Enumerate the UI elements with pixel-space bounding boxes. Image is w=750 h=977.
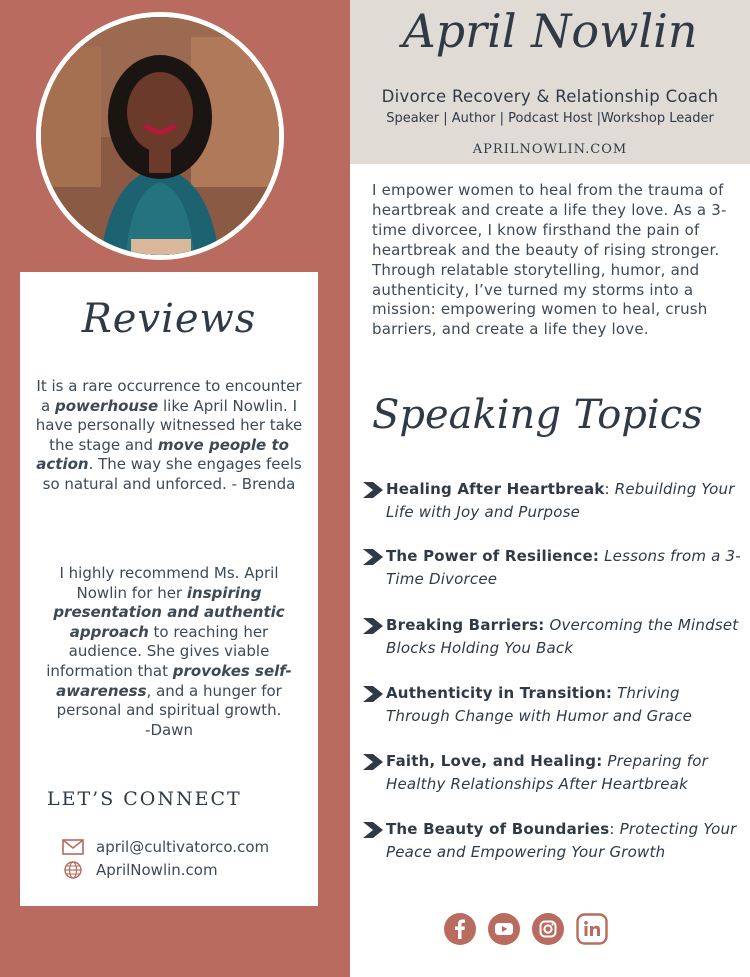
social-links [444, 913, 608, 945]
review-text: , and a hunger for personal and spiritual growth. [56, 681, 282, 720]
review-author: -Dawn [145, 720, 193, 739]
contact-website[interactable]: AprilNowlin.com [96, 861, 218, 879]
chevron-right-icon [360, 547, 386, 567]
topic-title: Healing After Heartbreak [386, 480, 605, 498]
topic-separator: : [609, 820, 620, 838]
topic-item [360, 818, 745, 863]
chevron-right-icon [360, 820, 386, 840]
linkedin-link[interactable] [576, 913, 608, 945]
youtube-link[interactable] [488, 913, 520, 945]
left-column [0, 0, 350, 977]
topic-item [360, 478, 745, 523]
review-emphasis: provokes self-awareness [56, 661, 292, 700]
topic-title: Faith, Love, and Healing: [386, 752, 603, 770]
instagram-icon [532, 913, 564, 945]
topic-title: Breaking Barriers: [386, 616, 545, 634]
header [350, 0, 750, 164]
chevron-right-icon [360, 684, 386, 704]
review-text: I highly recommend Ms. April Nowlin for her [59, 564, 279, 602]
topic-item [360, 682, 745, 727]
chevron-right-icon [360, 752, 386, 772]
chevron-right-icon [360, 616, 386, 636]
topic-subtitle: Rebuilding Your Life with Joy and Purpose [386, 480, 735, 521]
contact-email-row[interactable] [62, 838, 269, 856]
topic-title: The Power of Resilience: [386, 547, 600, 565]
review-text: It is a rare occurrence to encounter a [36, 377, 302, 415]
portrait-image [41, 17, 279, 255]
coach-roles: Speaker | Author | Podcast Host |Workshop Leader [386, 111, 714, 126]
contact-email[interactable]: april@cultivatorco.com [96, 838, 270, 856]
topic-subtitle: Lessons from a 3-Time Divorcee [386, 547, 741, 588]
topic-item [360, 545, 745, 590]
review-text: like April Nowlin. I have personally witnessed her take the stage and [35, 396, 303, 454]
topic-item [360, 614, 745, 659]
reviews-card [20, 272, 318, 906]
youtube-icon [488, 913, 520, 945]
chevron-right-icon [360, 480, 386, 500]
review-brenda [34, 377, 304, 495]
review-emphasis: move people to action [36, 435, 289, 474]
coach-title: Divorce Recovery & Relationship Coach [381, 87, 719, 106]
review-text: to reaching her audience. She gives viable information that [46, 622, 270, 680]
connect-title: LET’S CONNECT [47, 788, 242, 810]
topic-subtitle: Protecting Your Peace and Empowering Your Growth [386, 820, 737, 861]
topic-title: Authenticity in Transition: [386, 684, 613, 702]
topic-subtitle: Preparing for Healthy Relationships After Heartbreak [386, 752, 708, 793]
review-text: . The way she engages feels so natural and unforced. - Brenda [42, 455, 302, 493]
globe-icon [62, 861, 84, 879]
topic-separator: : [604, 480, 615, 498]
topic-subtitle: Thriving Through Change with Humor and Grace [386, 684, 693, 725]
topic-item [360, 750, 745, 795]
linkedin-icon [576, 913, 608, 945]
review-dawn [34, 564, 304, 740]
reviews-title: Reviews [81, 296, 257, 342]
facebook-icon [444, 913, 476, 945]
bio-paragraph: I empower women to heal from the trauma of heartbreak and create a life they love. As a 3-time divorcee, I know firsthand the pain of heartbreak and the beauty of rising stronger. Through relatable storytelling, humor, and authenticity, I’ve turned my storms into a mission: empowering women to heal, crush barriers, and create a life they love. [372, 181, 727, 339]
header-website[interactable]: APRILNOWLIN.COM [472, 142, 628, 157]
review-emphasis: powerhouse [54, 396, 159, 415]
instagram-link[interactable] [532, 913, 564, 945]
speaking-topics-title: Speaking Topics [372, 392, 703, 438]
topic-subtitle: Overcoming the Mindset Blocks Holding You Back [386, 616, 739, 657]
review-emphasis: inspiring presentation and authentic approach [53, 583, 285, 641]
speaker-name: April Nowlin [402, 4, 698, 58]
facebook-link[interactable] [444, 913, 476, 945]
envelope-icon [62, 838, 84, 856]
contact-web-row[interactable] [62, 861, 218, 879]
topic-title: The Beauty of Boundaries [386, 820, 610, 838]
profile-photo [36, 12, 284, 260]
